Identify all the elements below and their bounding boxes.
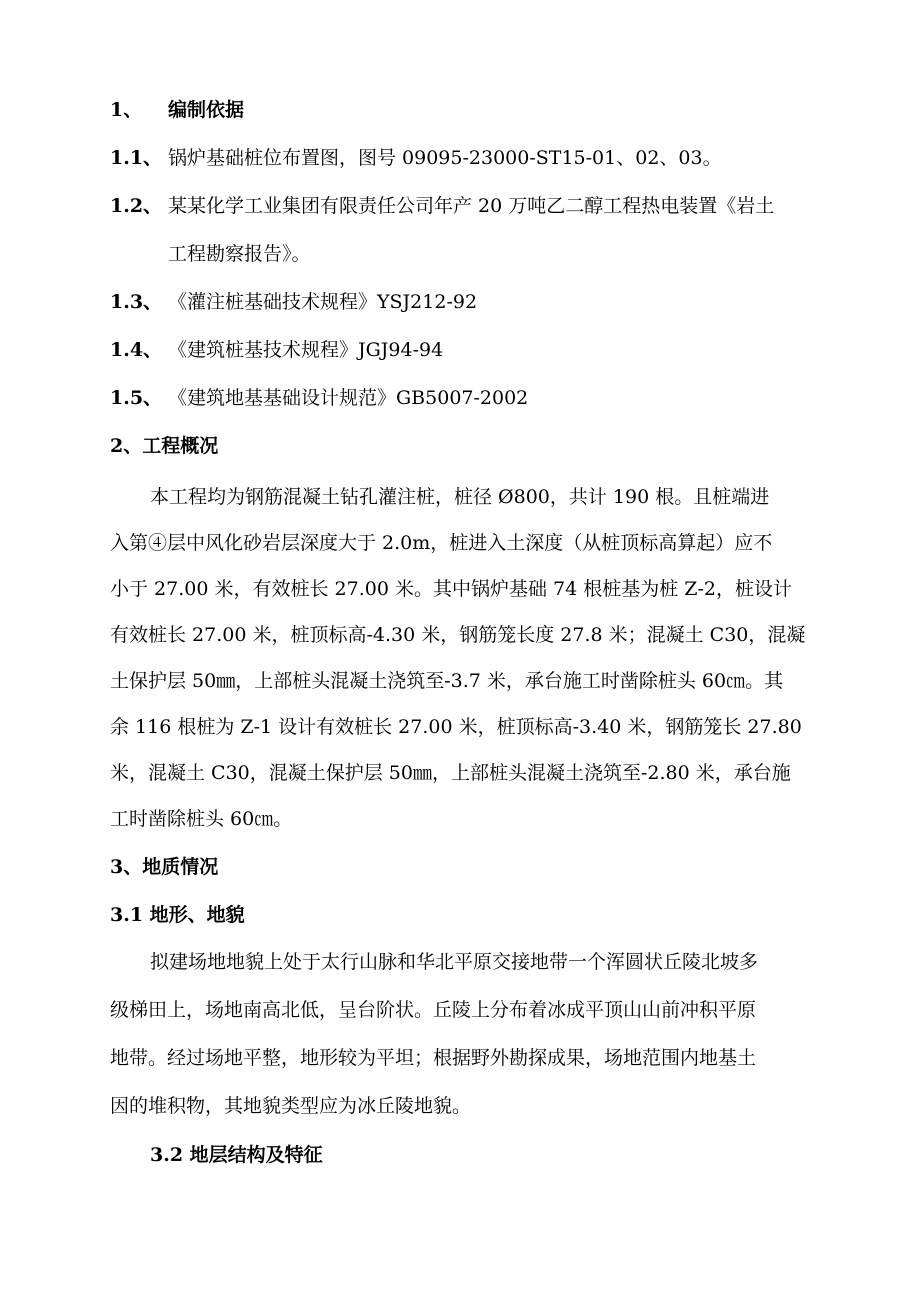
section-3-heading: 3、地质情况 (110, 856, 219, 878)
section-2-line: 小于 27.00 米，有效桩长 27.00 米。其中锅炉基础 74 根桩基为桩 Z-2，桩设计 (110, 578, 792, 600)
item-1-2-text: 某某化学工业集团有限责任公司年产 20 万吨乙二醇工程热电装置《岩土 (168, 195, 775, 217)
section-2-line: 余 116 根桩为 Z-1 设计有效桩长 27.00 米，桩顶标高-3.40 米，钢筋笼长 27.80 (110, 716, 802, 738)
item-1-3-number: 1.3、 (110, 291, 163, 313)
section-2-line: 土保护层 50㎜，上部桩头混凝土浇筑至-3.7 米，承台施工时凿除桩头 60㎝。其 (110, 670, 784, 692)
section-3-1-heading: 3.1 地形、地貌 (110, 904, 245, 926)
section-1-number: 1、 (110, 99, 143, 121)
section-2-line: 有效桩长 27.00 米，桩顶标高-4.30 米，钢筋笼长度 27.8 米；混凝土 C30，混凝 (110, 624, 806, 646)
item-1-4-number: 1.4、 (110, 339, 163, 361)
section-3-1-line: 级梯田上，场地南高北低，呈台阶状。丘陵上分布着冰成平顶山山前冲积平原 (110, 999, 757, 1021)
section-1-title: 编制依据 (168, 99, 245, 121)
section-2-line: 工时凿除桩头 60㎝。 (110, 808, 293, 830)
item-1-3-text: 《灌注桩基础技术规程》YSJ212-92 (168, 291, 478, 313)
item-1-1-text: 锅炉基础桩位布置图，图号 09095-23000-ST15-01、02、03。 (168, 147, 722, 169)
section-2-line: 米，混凝土 C30，混凝土保护层 50㎜，上部桩头混凝土浇筑至-2.80 米，承台施 (110, 762, 791, 784)
item-1-2-number: 1.2、 (110, 195, 163, 217)
section-3-2-heading: 3.2 地层结构及特征 (150, 1144, 323, 1166)
section-2-line: 入第④层中风化砂岩层深度大于 2.0m，桩进入土深度（从桩顶标高算起）应不 (110, 532, 773, 554)
section-3-1-line: 拟建场地地貌上处于太行山脉和华北平原交接地带一个浑圆状丘陵北坡多 (150, 951, 759, 973)
section-2-line: 本工程均为钢筋混凝土钻孔灌注桩，桩径 Ø800，共计 190 根。且桩端进 (150, 486, 770, 508)
section-2-heading: 2、工程概况 (110, 435, 219, 457)
item-1-2-text-cont: 工程勘察报告》。 (168, 243, 311, 265)
item-1-1-number: 1.1、 (110, 147, 163, 169)
section-3-1-line: 地带。经过场地平整，地形较为平坦；根据野外勘探成果，场地范围内地基土 (110, 1047, 757, 1069)
item-1-4-text: 《建筑桩基技术规程》JGJ94-94 (168, 339, 444, 361)
section-3-1-line: 因的堆积物，其地貌类型应为冰丘陵地貌。 (110, 1095, 472, 1117)
item-1-5-text: 《建筑地基基础设计规范》GB5007-2002 (168, 387, 529, 409)
item-1-5-number: 1.5、 (110, 387, 163, 409)
